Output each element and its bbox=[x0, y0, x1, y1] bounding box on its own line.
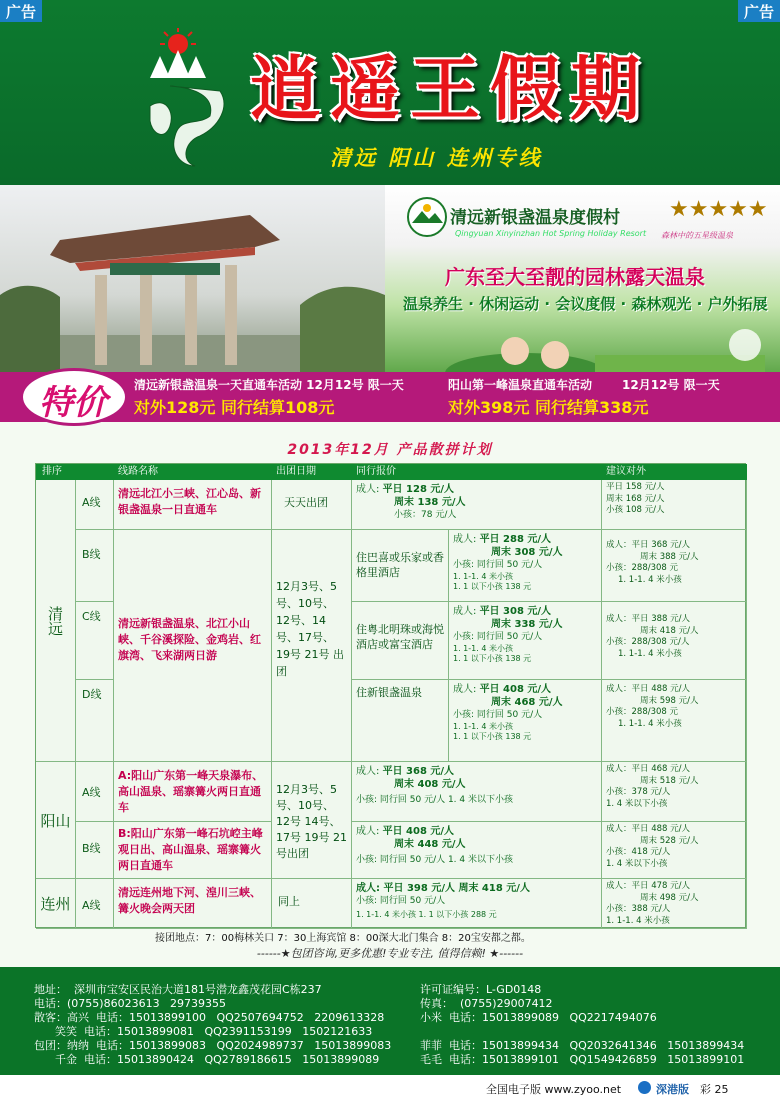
resort-ad bbox=[385, 185, 780, 385]
brand-subtitle: 清远 阳山 连州专线 bbox=[330, 146, 543, 170]
sugg-qy-c-weekday: 成人：平日 388 元/人 bbox=[606, 614, 690, 624]
line-code-lz-a: A线 bbox=[76, 879, 114, 929]
sugg-qy-d-weekend: 周末 598 元/人 bbox=[640, 695, 699, 706]
sugg-ys-a-weekday: 成人：平日 468 元/人 bbox=[606, 764, 690, 774]
sugg-ys-b-child: 小孩：418 元/人 bbox=[606, 847, 671, 857]
route-ys-a: A:阳山广东第一峰天泉瀑布、高山温泉、瑶寨篝火两日直通车 bbox=[114, 762, 272, 822]
sugg-qy-b-weekend: 周末 388 元/人 bbox=[640, 551, 699, 562]
price-qy-d-weekend: 周末 468 元/人 bbox=[491, 697, 563, 708]
sugg-lz-a-note: 1. 1-1. 4 米小孩 bbox=[606, 915, 670, 926]
route-lz-a: 清远连州地下河、湟川三峡、篝火晚会两天团 bbox=[114, 879, 272, 929]
sugg-qy-d-weekday: 成人：平日 488 元/人 bbox=[606, 684, 690, 694]
price-qy-a bbox=[352, 480, 602, 530]
promo-item-yangshan bbox=[448, 376, 720, 418]
sugg-lz-a bbox=[602, 879, 747, 929]
edition-label: 深港版 bbox=[656, 1083, 689, 1096]
price-qy-d bbox=[449, 680, 602, 762]
resort-headline: 广东至大至靓的园林露天温泉 bbox=[445, 265, 705, 289]
sugg-ys-b-note: 1. 4 米以下小孩 bbox=[606, 858, 668, 869]
meeting-points: 接团地点：7：00梅林关口 7：30上海宾馆 8：00深大北门集合 8：20宝安都之都。 bbox=[155, 933, 531, 944]
resort-name-en: Qingyuan Xinyinzhan Hot Spring Holiday Resort bbox=[455, 229, 647, 238]
sugg-qy-c bbox=[602, 602, 747, 680]
price-qy-a-adult-label: 成人: bbox=[356, 484, 380, 495]
price-qy-c-note2: 1. 1 以下小孩 138 元 bbox=[453, 654, 532, 663]
sugg-qy-a-child: 小孩 108 元/人 bbox=[606, 505, 665, 515]
price-ys-b-weekend: 周末 448 元/人 bbox=[394, 839, 466, 850]
hotel-qy-b: 住巴喜或乐家或香格里酒店 bbox=[352, 530, 449, 602]
scenic-gate-photo bbox=[0, 185, 385, 385]
sugg-lz-a-weekend: 周末 498 元/人 bbox=[640, 892, 699, 903]
sugg-qy-b-weekday: 成人：平日 368 元/人 bbox=[606, 540, 690, 550]
contact-footer bbox=[0, 967, 780, 1075]
ad-tag-left: 广告 bbox=[0, 0, 42, 22]
col-header-route: 线路名称 bbox=[76, 464, 272, 480]
price-qy-a-child: 小孩：78 元/人 bbox=[394, 510, 457, 520]
sugg-qy-c-child: 小孩：288/308 元/人 bbox=[606, 637, 690, 647]
resort-features: 温泉养生 · 休闲运动 · 会议度假 · 森林观光 · 户外拓展 bbox=[403, 295, 768, 313]
price-ys-a-weekday: 平日 368 元/人 bbox=[382, 766, 455, 777]
col-header-trade-price: 同行报价 bbox=[352, 464, 602, 480]
route-ys-b: B:阳山广东第一峰石坑崆主峰观日出、高山温泉、瑶寨篝火两日直通车 bbox=[114, 822, 272, 879]
footer-contact-xiaomi: 小米 电话：15013899089 QQ2217494076 bbox=[420, 1011, 657, 1024]
price-qy-c-weekday: 平日 308 元/人 bbox=[479, 606, 552, 617]
region-yangshan-label: 阳山 bbox=[40, 811, 71, 830]
line-code-qy-a: A线 bbox=[76, 480, 114, 530]
promo-item-qingyuan bbox=[134, 376, 404, 418]
price-qy-c-adult-label: 成人: bbox=[453, 606, 477, 617]
sugg-ys-a-weekend: 周末 518 元/人 bbox=[640, 775, 699, 786]
date-lz-a: 同上 bbox=[272, 879, 352, 929]
price-qy-b-child: 小孩: 同行回 50 元/人 bbox=[453, 560, 543, 570]
price-qy-c bbox=[449, 602, 602, 680]
date-ys: 12月3号、5号、10号、12号 14号、17号 19号 21号出团 bbox=[272, 762, 352, 879]
sugg-qy-a bbox=[602, 480, 747, 530]
price-ys-b-weekday: 平日 408 元/人 bbox=[382, 826, 455, 837]
footer-address: 地址： 深圳市宝安区民治大道181号潜龙鑫茂花园C栋237 bbox=[34, 983, 322, 996]
resort-name: 清远新银盏温泉度假村 bbox=[450, 208, 620, 228]
price-qy-d-adult-label: 成人: bbox=[453, 684, 477, 695]
price-qy-b-adult-label: 成人: bbox=[453, 534, 477, 545]
price-ys-a-weekend: 周末 408 元/人 bbox=[394, 779, 466, 790]
line-code-qy-c: C线 bbox=[76, 602, 114, 680]
page-number: 彩 25 bbox=[700, 1083, 729, 1096]
price-qy-d-note2: 1. 1 以下小孩 138 元 bbox=[453, 732, 532, 741]
line-code-qy-b: B线 bbox=[76, 530, 114, 602]
hotel-qy-c: 住粤北明珠或海悦酒店或富宝酒店 bbox=[352, 602, 449, 680]
price-qy-b-note2: 1. 1 以下小孩 138 元 bbox=[453, 582, 532, 591]
price-qy-c-note1: 1. 1-1. 4 米小孩 bbox=[453, 644, 513, 653]
sugg-qy-a-weekday: 平日 158 元/人 bbox=[606, 482, 665, 492]
price-ys-a-child: 小孩: 同行回 50 元/人 1. 4 米以下小孩 bbox=[356, 795, 513, 805]
price-ys-b-adult-label: 成人: bbox=[356, 826, 380, 837]
promo-item1-price: 对外128元 同行结算108元 bbox=[134, 398, 335, 417]
hotel-qy-d: 住新银盏温泉 bbox=[352, 680, 449, 762]
footer-fax: 传真： (0755)29007412 bbox=[420, 997, 553, 1010]
sugg-qy-a-weekend: 周末 168 元/人 bbox=[606, 493, 665, 504]
pine-tree-logo-icon bbox=[140, 26, 240, 176]
footer-contact-xiaoxiao: 笑笑 电话：15013899081 QQ2391153199 1502121633 bbox=[34, 1025, 373, 1038]
price-qy-d-child: 小孩: 同行回 50 元/人 bbox=[453, 710, 543, 720]
footer-phone: 电话：(0755)86023613 29739355 bbox=[34, 997, 227, 1010]
resort-slogan: 森林中的五星级温泉 bbox=[661, 231, 733, 240]
col-header-retail-price: 建议对外 bbox=[602, 464, 747, 480]
price-qy-c-child: 小孩: 同行回 50 元/人 bbox=[453, 632, 543, 642]
sugg-qy-c-weekend: 周末 418 元/人 bbox=[640, 625, 699, 636]
price-ys-b-child: 小孩: 同行回 50 元/人 1. 4 米以下小孩 bbox=[356, 855, 513, 865]
price-qy-b-weekend: 周末 308 元/人 bbox=[491, 547, 563, 558]
footer-contact-qianjin: 千金 电话：15013890424 QQ2789186615 15013899089 bbox=[34, 1053, 380, 1066]
resort-logo-icon bbox=[407, 197, 447, 237]
sugg-qy-b-note: 1. 1-1. 4 米小孩 bbox=[618, 574, 682, 585]
sugg-lz-a-child: 小孩：388 元/人 bbox=[606, 904, 671, 914]
sugg-qy-d-child: 小孩：288/308 元 bbox=[606, 707, 679, 717]
promo-tag-label: 特价 bbox=[39, 383, 107, 423]
price-qy-c-weekend: 周末 338 元/人 bbox=[491, 619, 563, 630]
sugg-lz-a-weekday: 成人：平日 478 元/人 bbox=[606, 881, 690, 891]
plan-title: 2013年12月 产品散拼计划 bbox=[287, 442, 493, 458]
line-code-qy-d: D线 bbox=[76, 680, 114, 762]
price-qy-b-note1: 1. 1-1. 4 米小孩 bbox=[453, 572, 513, 581]
sugg-qy-d bbox=[602, 680, 747, 762]
promo-item2-title: 阳山第一峰温泉直通车活动 bbox=[448, 378, 593, 392]
sugg-ys-a-note: 1. 4 米以下小孩 bbox=[606, 798, 668, 809]
price-qy-d-note1: 1. 1-1. 4 米小孩 bbox=[453, 722, 513, 731]
footer-contact-feifei: 菲菲 电话：15013899434 QQ2032641346 15013899434 bbox=[420, 1039, 745, 1052]
sugg-qy-b-child: 小孩：288/308 元 bbox=[606, 563, 679, 573]
col-header-date: 出团日期 bbox=[272, 464, 352, 480]
footer-contact-gaoxing: 散客：高兴 电话：15013899100 QQ2507694752 2209613328 bbox=[34, 1011, 385, 1024]
price-ys-a bbox=[352, 762, 602, 822]
price-qy-b bbox=[449, 530, 602, 602]
region-lianzhou bbox=[36, 879, 76, 929]
price-ys-b bbox=[352, 822, 602, 879]
sugg-ys-b-weekend: 周末 528 元/人 bbox=[640, 835, 699, 846]
sugg-ys-b-weekday: 成人：平日 488 元/人 bbox=[606, 824, 690, 834]
price-qy-a-weekend: 周末 138 元/人 bbox=[394, 497, 466, 508]
resort-stars: ★★★★★ bbox=[669, 197, 768, 222]
price-qy-d-weekday: 平日 408 元/人 bbox=[479, 684, 552, 695]
price-ys-a-adult-label: 成人: bbox=[356, 766, 380, 777]
promo-tag bbox=[20, 368, 128, 426]
promo-item1-title: 清远新银盏温泉一天直通车活动 12月12号 限一天 bbox=[134, 378, 404, 392]
sugg-qy-c-note: 1. 1-1. 4 米小孩 bbox=[618, 648, 682, 659]
sugg-ys-b bbox=[602, 822, 747, 879]
sugg-ys-a-child: 小孩：378 元/人 bbox=[606, 787, 671, 797]
footer-license: 许可证编号：L-GD0148 bbox=[420, 983, 542, 996]
footer-contact-maomao: 毛毛 电话：15013899101 QQ1549426859 15013899101 bbox=[420, 1053, 745, 1066]
line-code-ys-b: B线 bbox=[76, 822, 114, 879]
header-banner bbox=[0, 0, 780, 185]
brand-name: 逍遥王假期 bbox=[250, 47, 650, 130]
line-code-ys-a: A线 bbox=[76, 762, 114, 822]
date-qy-bcd: 12月3号、5号、10号、12号、14号、17号、19号 21号 出团 bbox=[272, 530, 352, 762]
edition-logo-icon bbox=[638, 1081, 651, 1094]
footer-contact-nana: 包团：纳纳 电话：15013899083 QQ2024989737 15013899083 bbox=[34, 1039, 392, 1052]
price-qy-a-weekday: 平日 128 元/人 bbox=[382, 484, 455, 495]
product-table bbox=[35, 463, 746, 928]
sugg-ys-a bbox=[602, 762, 747, 822]
region-yangshan bbox=[36, 762, 76, 879]
route-qy-bcd: 清远新银盏温泉、北江小山峡、千谷溪探险、金鸡岩、红旗湾、飞来湖两日游 bbox=[114, 530, 272, 762]
route-qy-a: 清远北江小三峡、江心岛、新银盏温泉一日直通车 bbox=[114, 480, 272, 530]
region-qingyuan bbox=[36, 480, 76, 762]
price-lz-a-child: 小孩: 同行回 50 元/人 bbox=[356, 896, 446, 906]
sugg-qy-b bbox=[602, 530, 747, 602]
price-qy-b-weekday: 平日 288 元/人 bbox=[479, 534, 552, 545]
sugg-qy-d-note: 1. 1-1. 4 米小孩 bbox=[618, 718, 682, 729]
ad-tag-right: 广告 bbox=[738, 0, 780, 22]
col-header-order: 排序 bbox=[36, 464, 76, 480]
promo-item2-price: 对外398元 同行结算338元 bbox=[448, 398, 649, 417]
consult-slogan: ------★包团咨询,更多优惠!专业专注, 值得信赖! ★------ bbox=[256, 947, 524, 960]
promo-banner bbox=[0, 372, 780, 422]
region-qingyuan-label: 清远 bbox=[46, 605, 64, 636]
date-qy-a: 天天出团 bbox=[272, 480, 352, 530]
promo-item2-date: 12月12号 限一天 bbox=[622, 378, 720, 392]
price-lz-a bbox=[352, 879, 602, 929]
price-lz-a-note: 1. 1-1. 4 米小孩 1. 1 以下小孩 288 元 bbox=[356, 910, 497, 919]
bottom-bar bbox=[0, 1075, 780, 1100]
price-lz-a-adult: 成人: 平日 398 元/人 周末 418 元/人 bbox=[356, 883, 530, 894]
region-lianzhou-label: 连州 bbox=[40, 895, 71, 913]
site-url: 全国电子版 www.zyoo.net bbox=[486, 1083, 622, 1096]
